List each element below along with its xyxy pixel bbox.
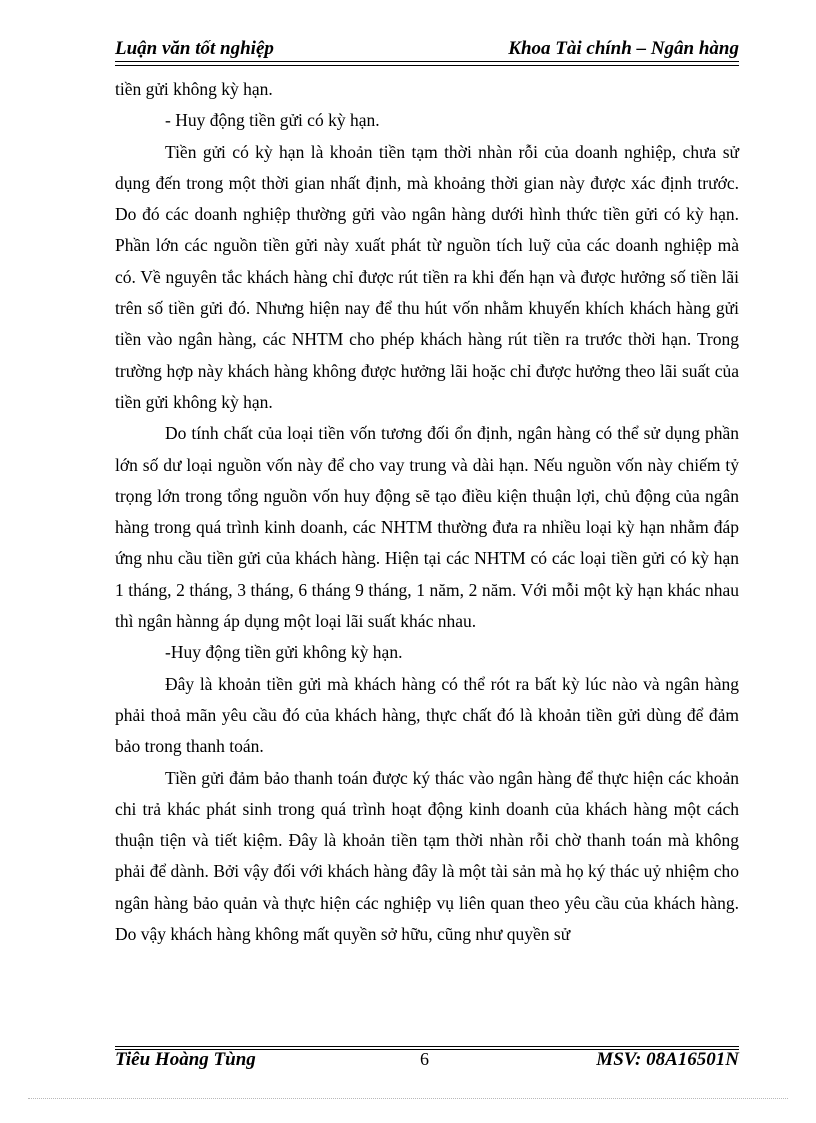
paragraph-demand-deposit-definition: Đây là khoản tiền gửi mà khách hàng có thể rót ra bất kỳ lúc nào và ngân hàng phải thoả mãn yêu cầu đó của khách hàng, thực chất đó là khoản tiền gửi dùng để đảm bảo trong thanh toán. xyxy=(115,673,739,757)
page-boundary-dotted-line xyxy=(28,1098,788,1099)
footer-author: Tiêu Hoàng Tùng xyxy=(115,1049,256,1070)
header-rule-thin xyxy=(115,65,739,66)
footer-rule-thin xyxy=(115,1046,739,1047)
header-rule xyxy=(115,61,739,62)
page-footer xyxy=(115,1049,739,1073)
page-header xyxy=(115,38,739,62)
paragraph-heading-demand-deposit: -Huy động tiền gửi không kỳ hạn. xyxy=(165,642,403,663)
paragraph-term-deposit-usage: Do tính chất của loại tiền vốn tương đối ổn định, ngân hàng có thể sử dụng phần lớn số dư loại nguồn vốn này để cho vay trung và dài hạn. Nếu nguồn vốn này chiếm tỷ trọng lớn trong tổng nguồn vốn huy động sẽ tạo điều kiện thuận lợi, chủ động của ngân hàng trong quá trình kinh doanh, các NHTM thường đưa ra nhiều loại kỳ hạn nhằm đáp ứng nhu cầu tiền gửi của khách hàng. Hiện tại các NHTM có các loại tiền gửi có kỳ hạn 1 tháng, 2 tháng, 3 tháng, 6 tháng 9 tháng, 1 năm, 2 năm. Với mỗi một kỳ hạn khác nhau thì ngân hànng áp dụng một loại lãi suất khác nhau. xyxy=(115,423,739,632)
paragraph-heading-term-deposit: - Huy động tiền gửi có kỳ hạn. xyxy=(165,110,380,131)
paragraph-payment-deposit: Tiền gửi đảm bảo thanh toán được ký thác vào ngân hàng để thực hiện các khoản chi trả khác phát sinh trong quá trình hoạt động kinh doanh của khách hàng một cách thuận tiện và tiết kiệm. Đây là khoản tiền tạm thời nhàn rỗi chờ thanh toán mà không phải để dành. Bởi vậy đối với khách hàng đây là một tài sản mà họ ký thác uỷ nhiệm cho ngân hàng bảo quản và thực hiện các nghiệp vụ liên quan theo yêu cầu của khách hàng. Do vậy khách hàng không mất quyền sở hữu, cũng như quyền sử xyxy=(115,767,739,945)
paragraph-term-deposit-definition: Tiền gửi có kỳ hạn là khoản tiền tạm thời nhàn rỗi của doanh nghiệp, chưa sử dụng đến trong một thời gian nhất định, mà khoảng thời gian này được xác định trước. Do đó các doanh nghiệp thường gửi vào ngân hàng dưới hình thức tiền gửi có kỳ hạn. Phần lớn các nguồn tiền gửi này xuất phát từ nguồn tích luỹ của các doanh nghiệp mà có. Về nguyên tắc khách hàng chỉ được rút tiền ra khi đến hạn và được hưởng số tiền lãi trên số tiền gửi đó. Nhưng hiện nay để thu hút vốn nhằm khuyến khích khách hàng gửi tiền vào ngân hàng, các NHTM cho phép khách hàng rút tiền ra trước thời hạn. Trong trường hợp này khách hàng không được hưởng lãi hoặc chỉ được hưởng theo lãi suất của tiền gửi không kỳ hạn. xyxy=(115,141,739,412)
paragraph-continuation: tiền gửi không kỳ hạn. xyxy=(115,79,273,99)
page-number: 6 xyxy=(420,1049,429,1069)
header-thesis-title: Luận văn tốt nghiệp xyxy=(115,38,274,59)
footer-student-id: MSV: 08A16501N xyxy=(596,1049,739,1070)
header-faculty: Khoa Tài chính – Ngân hàng xyxy=(508,38,739,59)
document-body xyxy=(115,74,739,950)
